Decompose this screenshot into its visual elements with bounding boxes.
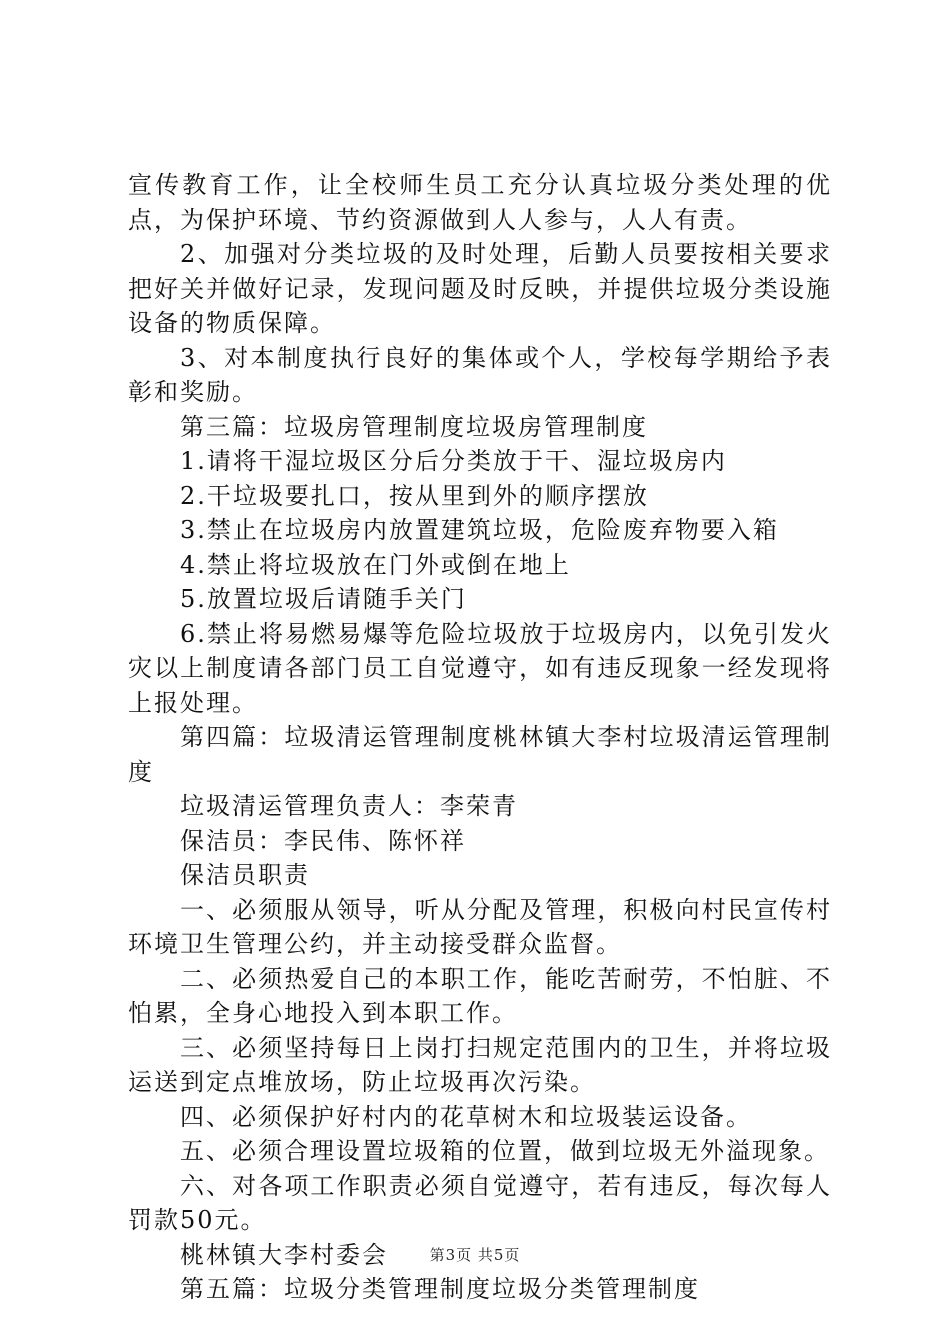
rule-item-4: 4.禁止将垃圾放在门外或倒在地上 [180, 550, 571, 579]
rule-item-3: 3.禁止在垃圾房内放置建筑垃圾，危险废弃物要入箱 [180, 516, 779, 544]
section-heading-3: 第三篇：垃圾房管理制度垃圾房管理制度 [180, 412, 648, 441]
rule-item-5: 5.放置垃圾后请随手关门 [180, 585, 467, 613]
committee-signature: 桃林镇大李村委会 [180, 1240, 388, 1269]
rule-item-2: 2.干垃圾要扎口，按从里到外的顺序摆放 [180, 481, 649, 510]
paragraph-item-2: 2、加强对分类垃圾的及时处理，后勤人员要按相关要求把好关并做好记录，发现问题及时反映，并提供垃圾分类设施设备的物质保障。 [128, 240, 832, 337]
paragraph-item-3: 3、对本制度执行良好的集体或个人，学校每学期给予表彰和奖励。 [128, 343, 832, 406]
duty-item-1: 一、必须服从领导，听从分配及管理，积极向村民宣传村环境卫生管理公约，并主动接受群众监督。 [128, 895, 832, 958]
cleaners: 保洁员：李民伟、陈怀祥 [180, 826, 466, 855]
duty-item-6: 六、对各项工作职责必须自觉遵守，若有违反，每次每人罚款50元。 [128, 1171, 832, 1234]
page-number-footer: 第3页 共5页 [429, 1246, 521, 1264]
rule-item-1: 1.请将干湿垃圾区分后分类放于干、湿垃圾房内 [180, 447, 727, 475]
rule-item-6: 6.禁止将易燃易爆等危险垃圾放于垃圾房内，以免引发火灾以上制度请各部门员工自觉遵守，如有违反现象一经发现将上报处理。 [128, 619, 832, 717]
document-body [128, 168, 832, 1307]
duty-item-2: 二、必须热爱自己的本职工作，能吃苦耐劳，不怕脏、不怕累，全身心地投入到本职工作。 [128, 964, 832, 1027]
duty-item-3: 三、必须坚持每日上岗打扫规定范围内的卫生，并将垃圾运送到定点堆放场，防止垃圾再次污染。 [128, 1033, 832, 1096]
duties-heading: 保洁员职责 [180, 861, 310, 889]
section-heading-4: 第四篇：垃圾清运管理制度桃林镇大李村垃圾清运管理制度 [128, 723, 832, 786]
duty-item-4: 四、必须保护好村内的花草树木和垃圾装运设备。 [180, 1102, 752, 1131]
paragraph-continuation: 宣传教育工作，让全校师生员工充分认真垃圾分类处理的优点，为保护环境、节约资源做到人人参与，人人有责。 [128, 171, 832, 234]
duty-item-5: 五、必须合理设置垃圾箱的位置，做到垃圾无外溢现象。 [180, 1137, 830, 1165]
responsible-person: 垃圾清运管理负责人：李荣青 [180, 792, 518, 820]
section-heading-5: 第五篇：垃圾分类管理制度垃圾分类管理制度 [180, 1275, 700, 1303]
